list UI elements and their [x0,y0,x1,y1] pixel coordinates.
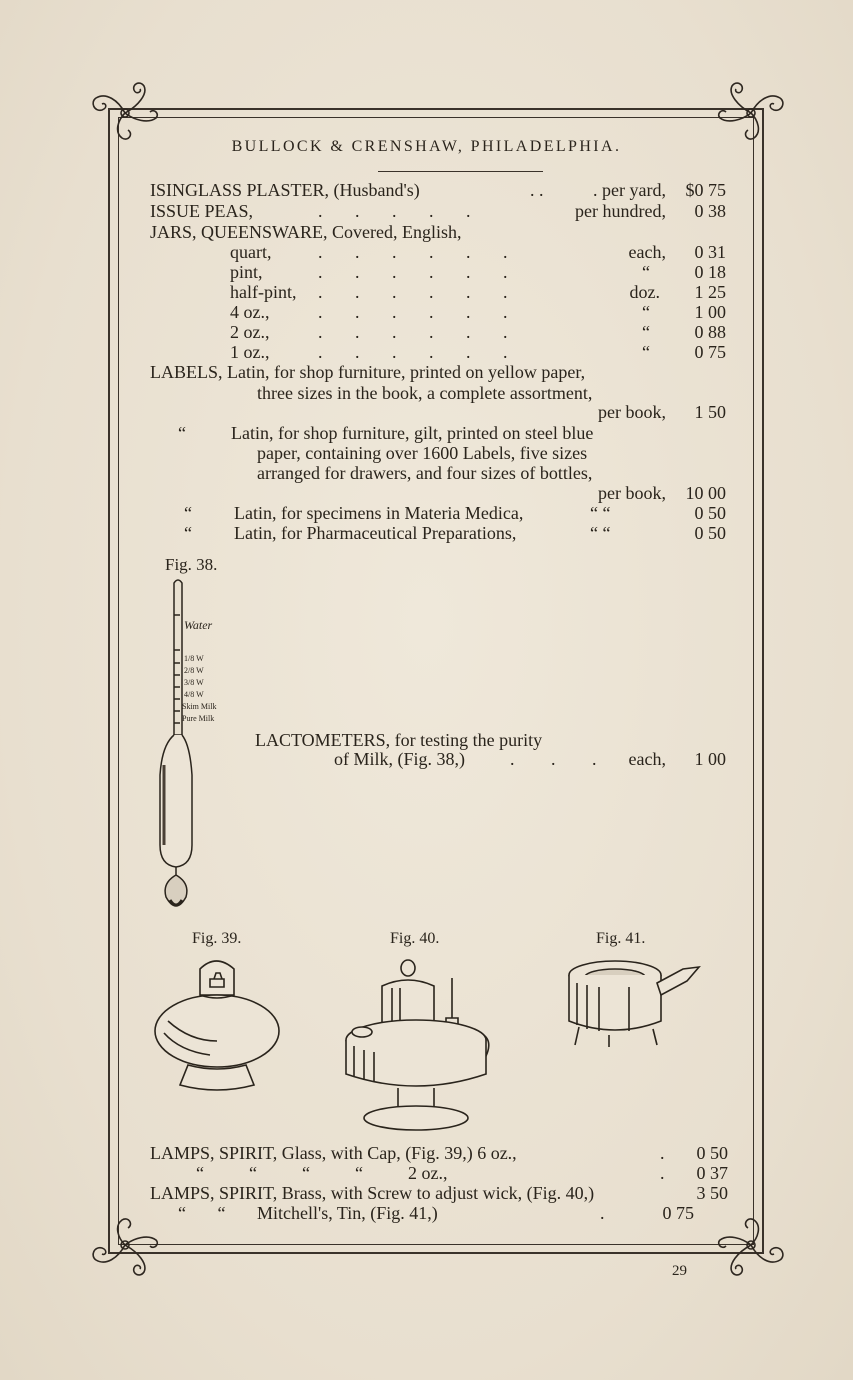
labels-line: three sizes in the book, a complete assortment, [257,383,593,403]
glass-spirit-lamp-illustration [150,955,285,1100]
jar-price: 1 25 [694,282,726,302]
item-name: JARS, QUEENSWARE, Covered, English, [150,222,462,242]
jar-size: pint, [230,262,263,282]
lamp-leader: . [600,1203,605,1223]
jar-size: half-pint, [230,282,297,302]
labels-line: Latin, for Pharmaceutical Preparations, [234,523,517,543]
ditto-mark: “ [184,523,192,543]
jar-price: 0 18 [694,262,726,282]
item-name: ISSUE PEAS, [150,201,254,221]
lamp-price: 0 37 [696,1163,728,1183]
ditto-mark: “ [178,423,186,443]
jar-unit: each, [628,242,666,262]
lamp-line: LAMPS, SPIRIT, Brass, with Screw to adjust wick, (Fig. 40,) [150,1183,595,1203]
labels-unit: “ “ [590,523,611,543]
jar-unit: “ [642,342,650,362]
lamp-price: 0 75 [662,1203,694,1223]
labels-unit: “ “ [590,503,611,523]
fig38-caption: Fig. 38. [165,555,218,574]
jar-leader: . . . . . . [318,322,522,342]
jar-leader: . . . . . . [318,342,522,362]
lamp-line: “ “ “ “ 2 oz., [196,1163,448,1183]
jar-unit: “ [642,302,650,322]
lactometers-price: 1 00 [694,749,726,769]
scale-label: 4/8 W [184,690,204,699]
jar-leader: . . . . . . [318,242,522,262]
labels-line: LABELS, Latin, for shop furniture, printed on yellow paper, [150,362,586,382]
lactometers-unit: each, [628,749,666,769]
lamp-price: 3 50 [696,1183,728,1203]
labels-line: Latin, for specimens in Materia Medica, [234,503,524,523]
corner-ornament-bottom-right [714,1212,788,1278]
ditto-mark: “ [184,503,192,523]
lactometer-illustration [140,575,250,925]
scale-label: Water [184,618,213,632]
jar-size: 1 oz., [230,342,270,362]
labels-price: 0 50 [694,523,726,543]
item-name: ISINGLASS PLASTER, (Husband's) [150,180,420,200]
labels-price: 0 50 [694,503,726,523]
item-unit: . per yard, [593,180,666,200]
scale-label: Skim Milk [182,702,217,711]
labels-unit: per book, [598,483,666,503]
jar-size: 4 oz., [230,302,270,322]
jar-size: quart, [230,242,272,262]
fig39-caption: Fig. 39. [192,930,242,947]
scale-label: 1/8 W [184,654,204,663]
jar-size: 2 oz., [230,322,270,342]
jar-price: 0 75 [694,342,726,362]
header-rule [378,171,543,172]
fig41-caption: Fig. 41. [596,930,646,947]
jar-price: 0 31 [694,242,726,262]
lactometers-line: LACTOMETERS, for testing the purity [255,730,543,750]
page-number: 29 [672,1263,687,1279]
lamp-line: LAMPS, SPIRIT, Glass, with Cap, (Fig. 39,) 6 oz., [150,1143,517,1163]
jar-leader: . . . . . . [318,282,522,302]
running-header: BULLOCK & CRENSHAW, PHILADELPHIA. [231,138,622,155]
item-leader: . . [530,180,544,200]
tin-spirit-lamp-illustration [565,955,705,1055]
scale-label: Pure Milk [182,714,215,723]
lamp-leader: . [660,1163,665,1183]
scale-label: 2/8 W [184,666,204,675]
labels-price: 1 50 [694,402,726,422]
jar-price: 0 88 [694,322,726,342]
jar-leader: . . . . . . [318,262,522,282]
item-leader: . . . . . [318,201,485,221]
labels-price: 10 00 [685,483,726,503]
lamp-leader: . [660,1143,665,1163]
item-price: 0 38 [694,201,726,221]
lactometers-leader: . . . [510,749,613,769]
labels-line: Latin, for shop furniture, gilt, printed on steel blue [231,423,594,443]
labels-line: paper, containing over 1600 Labels, five sizes [257,443,588,463]
jar-leader: . . . . . . [318,302,522,322]
jar-unit: doz. [629,282,660,302]
jar-unit: “ [642,262,650,282]
labels-unit: per book, [598,402,666,422]
lactometers-line: of Milk, (Fig. 38,) [334,749,466,769]
fig40-caption: Fig. 40. [390,930,440,947]
lamp-price: 0 50 [696,1143,728,1163]
corner-ornament-top-left [88,80,162,146]
item-unit: per hundred, [575,201,666,221]
corner-ornament-top-right [714,80,788,146]
item-price: $0 75 [685,180,726,200]
brass-spirit-lamp-illustration [340,958,500,1138]
corner-ornament-bottom-left [88,1212,162,1278]
jar-price: 1 00 [694,302,726,322]
lamp-line: “ “ Mitchell's, Tin, (Fig. 41,) [178,1203,438,1223]
scale-label: 3/8 W [184,678,204,687]
labels-line: arranged for drawers, and four sizes of bottles, [257,463,593,483]
jar-unit: “ [642,322,650,342]
